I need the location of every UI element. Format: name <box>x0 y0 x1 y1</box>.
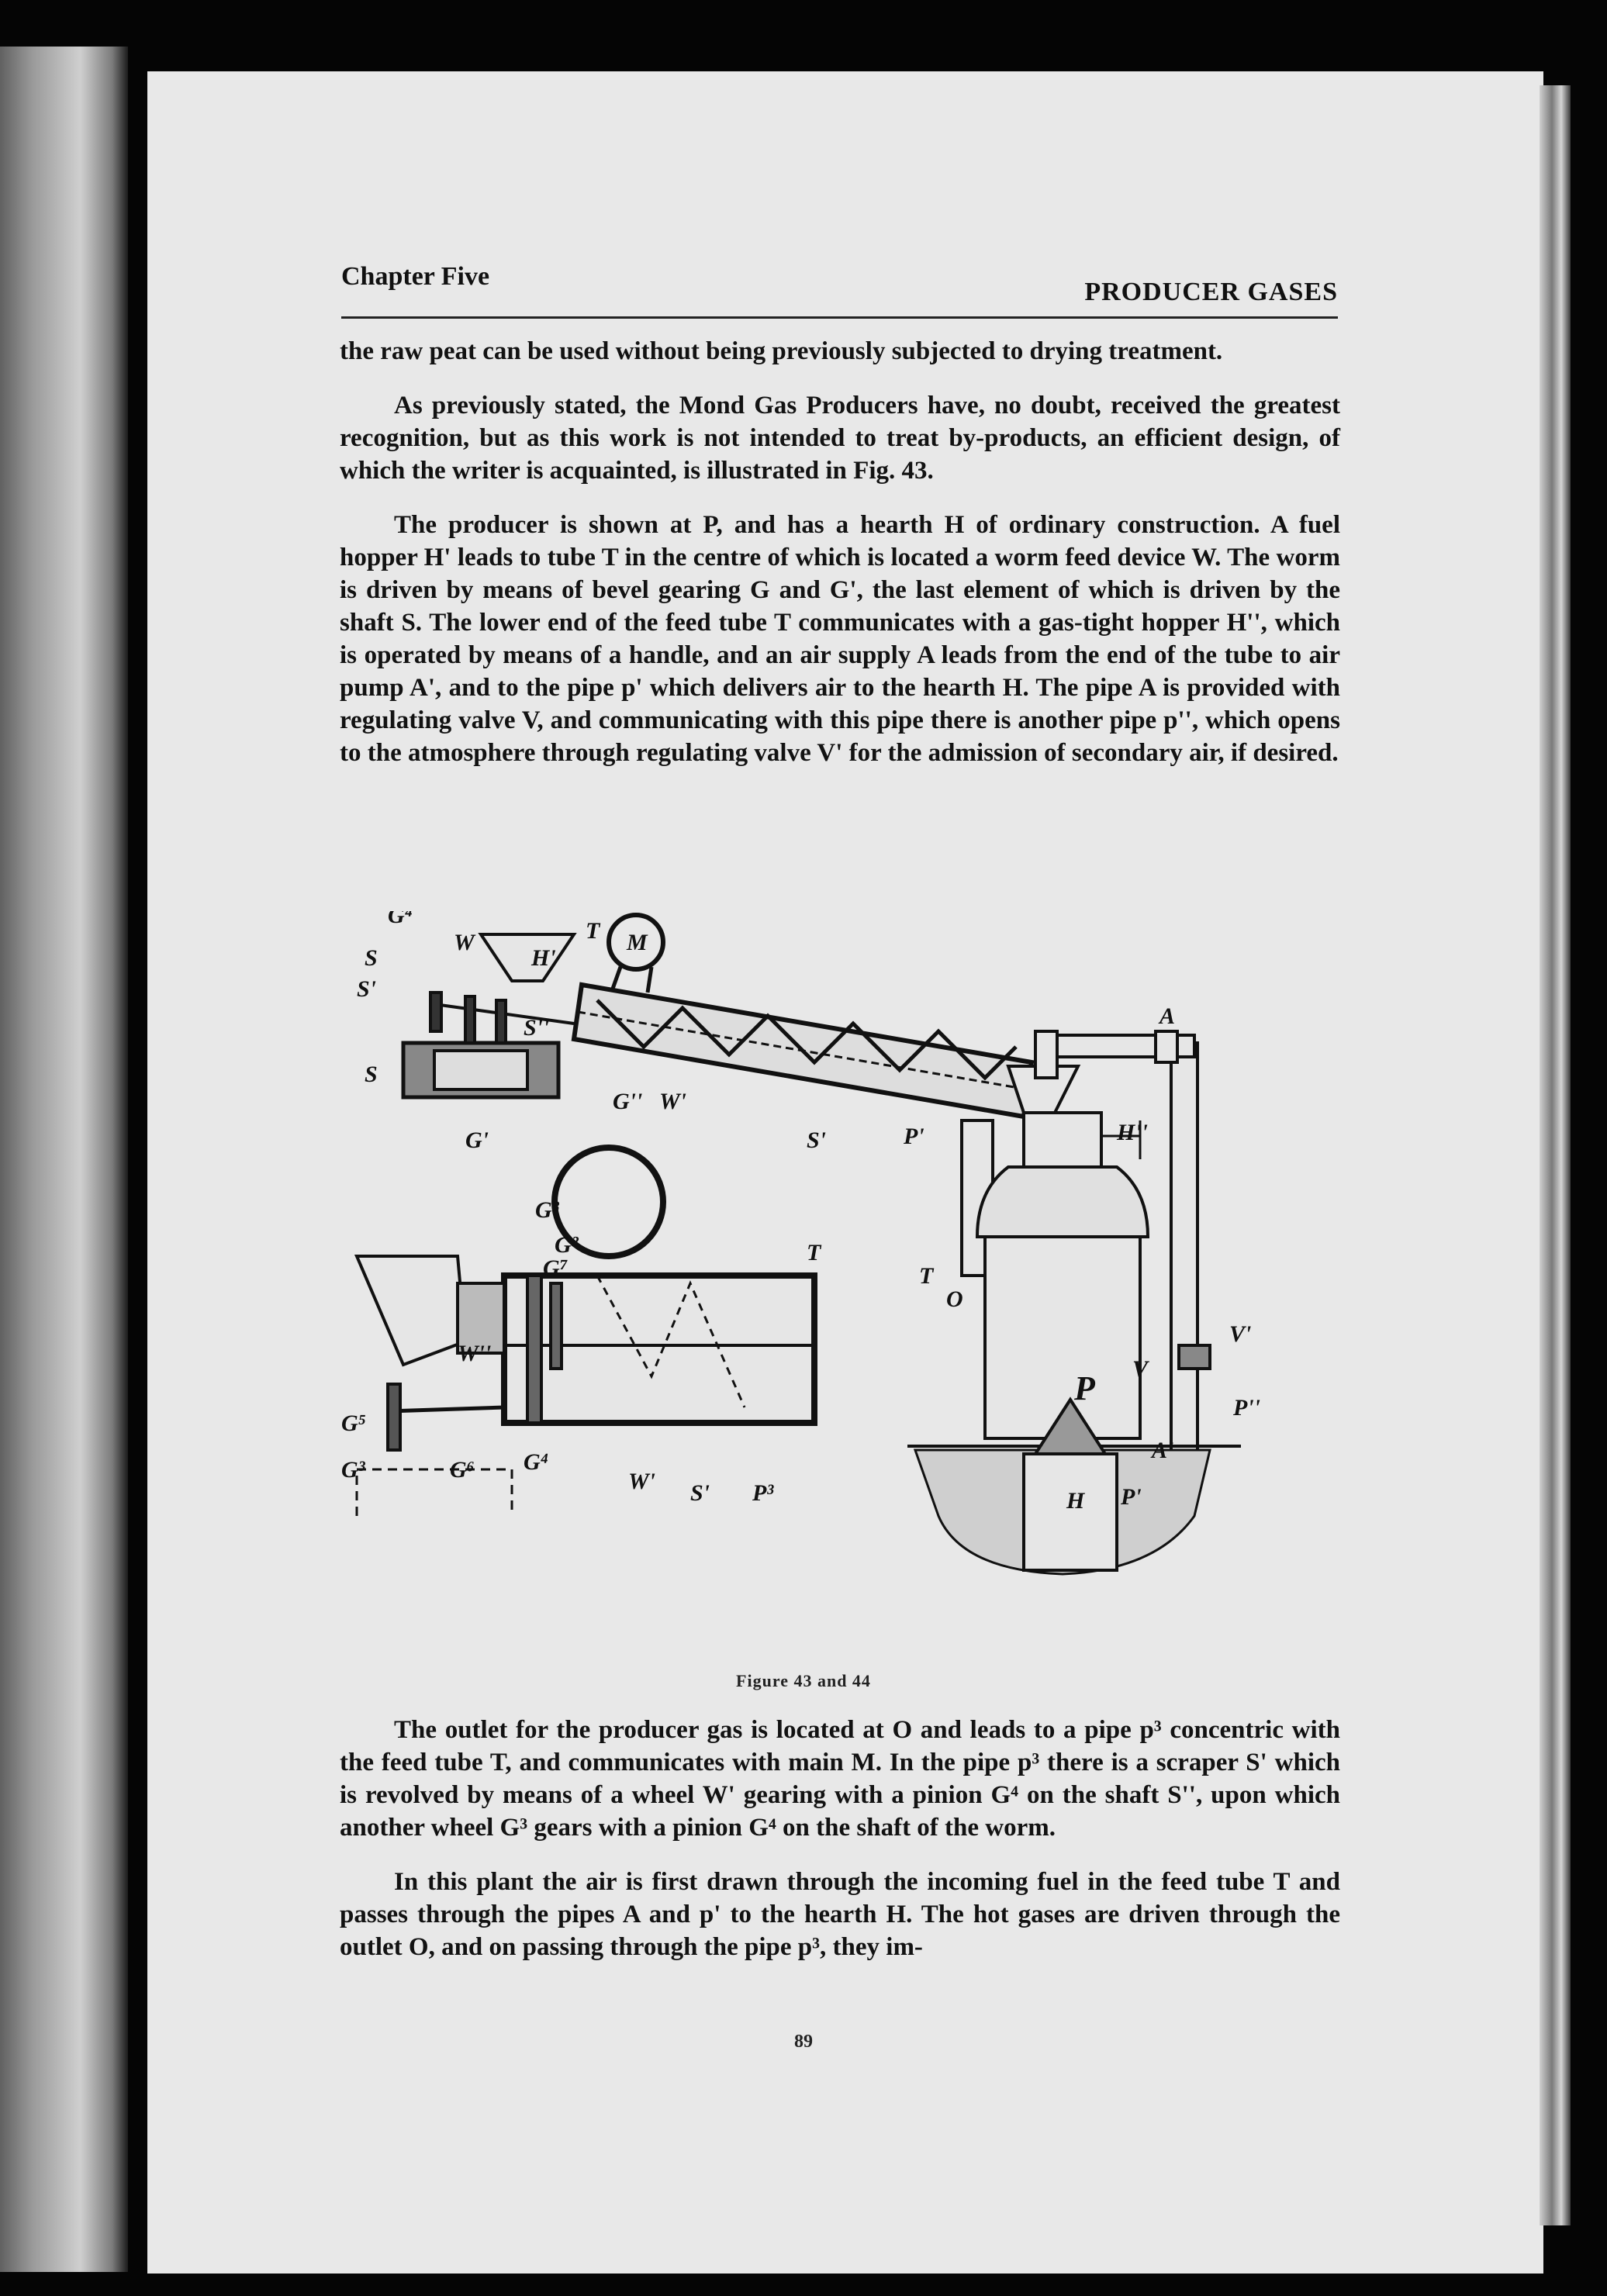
fig-label: G⁴ <box>524 1449 549 1475</box>
producer-diagram <box>341 911 1342 1679</box>
fig-label: P³ <box>752 1480 774 1506</box>
paragraph: As previously stated, the Mond Gas Producers have, no doubt, received the greatest recognition, but as this work is not intended to treat by-products, an efficient design, of which the writer is acquainted, is illustrated in Fig. 43. <box>340 392 1340 485</box>
fig-label: T <box>586 918 600 944</box>
fig-label: A' <box>1152 1438 1174 1463</box>
fig-label: P'' <box>1233 1395 1260 1421</box>
fig-label: W <box>454 930 475 955</box>
fig-label: W' <box>659 1089 687 1114</box>
fig-label: H' <box>531 945 556 971</box>
fig-label: S <box>365 945 378 971</box>
fig-label: W'' <box>458 1341 492 1366</box>
fig-label: P' <box>1121 1484 1142 1510</box>
fig-label: G⁴ <box>388 911 413 928</box>
fig-label: O <box>946 1286 963 1312</box>
paragraph: In this plant the air is first drawn through the incoming fuel in the feed tube T and passes through the pipes A and p' to the hearth H. The hot gases are driven through the outlet O, and on passing through the pipe p³, they im- <box>340 1868 1340 1961</box>
fig-label: V' <box>1229 1321 1252 1347</box>
facing-page-edge <box>0 47 128 2272</box>
producer-dome <box>977 1167 1148 1237</box>
producer-p <box>985 1237 1140 1438</box>
fig-label: V <box>1132 1356 1149 1382</box>
figure-caption: Figure 43 and 44 <box>736 1671 871 1690</box>
header-rule <box>341 316 1338 319</box>
air-pipe-a <box>1171 1043 1197 1462</box>
figure-43-44 <box>341 911 1342 1679</box>
fig-label: S' <box>357 976 377 1002</box>
fuel-hopper-h-prime <box>481 934 574 981</box>
fig-label: T <box>919 1263 934 1289</box>
fig-label: W' <box>628 1469 656 1494</box>
text-block-bottom <box>340 1714 1340 1985</box>
fig-label: T <box>807 1240 821 1265</box>
fig-label: S <box>365 1062 378 1087</box>
running-title: PRODUCER GASES <box>1084 278 1338 306</box>
fig-label: G² <box>555 1232 579 1258</box>
running-header <box>341 262 1338 316</box>
fig-label: G⁶ <box>450 1457 475 1483</box>
fig-label: G' <box>465 1127 489 1153</box>
fig-label: S'' <box>524 1015 550 1041</box>
text-block-top <box>340 335 1340 791</box>
fig-label: H'' <box>1117 1120 1149 1145</box>
paragraph: the raw peat can be used without being previously subjected to drying treatment. <box>340 337 1223 365</box>
fig-label: G³ <box>341 1457 365 1483</box>
fig-label: S' <box>807 1127 827 1153</box>
fig-label: A <box>1159 1003 1176 1029</box>
fig-label: G⁵ <box>341 1410 367 1436</box>
fig-label: S' <box>690 1480 710 1506</box>
paragraph: The producer is shown at P, and has a hearth H of ordinary construction. A fuel hopper H' leads to tube T in the centre of which is located a worm feed device W. The worm is driven by means of bevel gearing G and G', the last element of which is driven by the shaft S. The lower end of the feed tube T communicates with a gas-tight hopper H'', which is operated by means of a handle, and an air supply A leads from the end of the tube to air pump A', and to the pipe p' which delivers air to the hearth H. The pipe A is provided with regulating valve V, and communicating with this pipe there is another pipe p'', which opens to the atmosphere through regulating valve V' for the admission of secondary air, if desired. <box>340 511 1340 767</box>
page-stack-edge <box>1540 85 1571 2225</box>
valve-v <box>1179 1345 1210 1369</box>
fig-label: P <box>1074 1369 1095 1407</box>
fig-label: P' <box>904 1124 924 1149</box>
dashed-outline <box>357 1469 512 1516</box>
fig-label: G'' <box>613 1089 643 1114</box>
paragraph: The outlet for the producer gas is located at O and leads to a pipe p³ concentric with the feed tube T, and communicates with main M. In the pipe p³ there is a scraper S' which is revolved by means of a wheel W' gearing with a pinion G⁴ on the shaft S'', upon which another wheel G³ gears with a pinion G⁴ on the shaft of the worm. <box>340 1716 1340 1842</box>
detail-hopper <box>357 1256 465 1365</box>
fig-label: G⁷ <box>543 1255 568 1281</box>
fig-label: M <box>627 930 648 955</box>
fig-label: H <box>1066 1488 1085 1514</box>
fig-label: G⁸ <box>535 1197 561 1223</box>
chapter-label: Chapter Five <box>341 262 490 291</box>
page-number: 89 <box>794 2032 813 2052</box>
